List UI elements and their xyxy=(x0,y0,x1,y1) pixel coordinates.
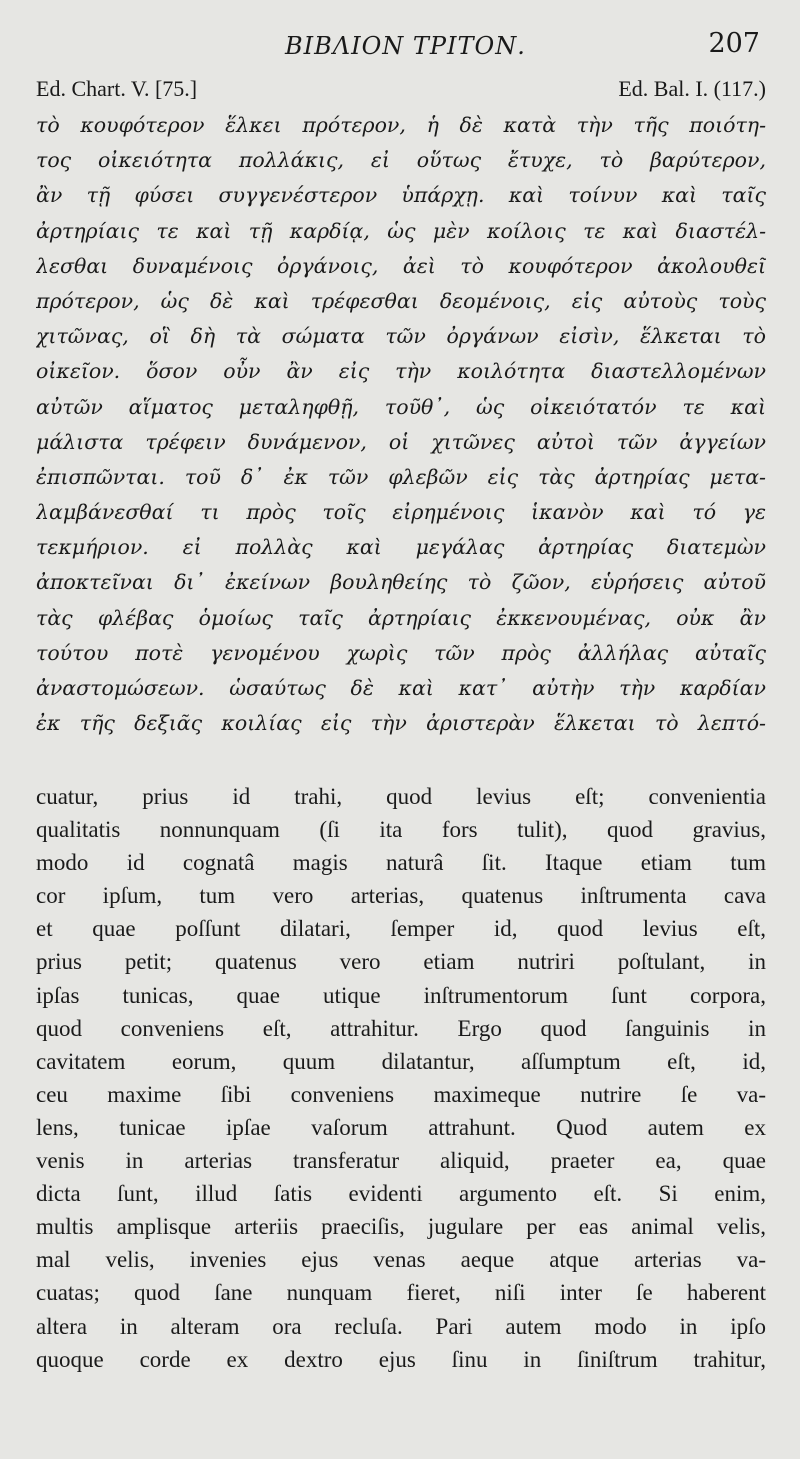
page-number: 207 xyxy=(708,28,760,59)
latin-line: prius petit; quatenus vero etiam nutriri poſtulant, in xyxy=(36,949,766,975)
latin-line: quod conveniens eſt, attrahitur. Ergo quod ſanguinis in xyxy=(36,1015,766,1041)
latin-line: modo id cognatâ magis naturâ ſit. Itaque etiam tum xyxy=(36,850,766,876)
latin-line: cuatas; quod ſane nunquam fieret, niſi inter ſe haberent xyxy=(36,1280,766,1306)
latin-line: cor ipſum, tum vero arterias, quatenus inſtrumenta cava xyxy=(36,883,766,909)
latin-line: quoque corde ex dextro ejus ſinu in ſiniſtrum trahitur, xyxy=(36,1346,766,1372)
greek-line: τούτου ποτὲ γενομένου χωρὶς τῶν πρὸς ἀλλήλας αὐταῖς xyxy=(36,640,766,665)
greek-line: πρότερον, ὡς δὲ καὶ τρέφεσθαι δεομένοις, εἰς αὐτοὺς τοὺς xyxy=(36,288,766,313)
latin-text-block xyxy=(36,780,766,1376)
latin-line: altera in alteram ora recluſa. Pari autem modo in ipſo xyxy=(36,1313,766,1339)
edition-references xyxy=(36,76,766,108)
latin-line: cavitatem eorum, quum dilatantur, aſſumptum eſt, id, xyxy=(36,1048,766,1074)
greek-line: τος οἰκειότητα πολλάκις, εἰ οὕτως ἔτυχε, τὸ βαρύτερον, xyxy=(36,148,766,173)
greek-line: αὐτῶν αἵματος μεταληφθῇ, τοῦθ᾽, ὡς οἰκειότατόν τε καὶ xyxy=(36,394,766,419)
greek-line: ἂν τῇ φύσει συγγενέστερον ὑπάρχῃ. καὶ τοίνυν καὶ ταῖς xyxy=(36,183,766,208)
greek-line: οἰκεῖον. ὅσον οὖν ἂν εἰς τὴν κοιλότητα διαστελλομένων xyxy=(36,359,766,384)
latin-line: mal velis, invenies ejus venas aeque atque arterias va- xyxy=(36,1247,766,1273)
greek-line: ἐκ τῆς δεξιᾶς κοιλίας εἰς τὴν ἀριστερὰν ἕλκεται τὸ λεπτό- xyxy=(36,711,766,736)
greek-line: τὸ κουφότερον ἕλκει πρότερον, ἡ δὲ κατὰ τὴν τῆς ποιότη- xyxy=(36,113,766,137)
latin-line: ceu maxime ſibi conveniens maximeque nutrire ſe va- xyxy=(36,1081,766,1107)
latin-line: lens, tunicae ipſae vaſorum attrahunt. Quod autem ex xyxy=(36,1114,766,1140)
greek-line: τεκμήριον. εἰ πολλὰς καὶ μεγάλας ἀρτηρίας διατεμὼν xyxy=(36,535,766,560)
edition-chart-reference: Ed. Chart. V. [75.] xyxy=(36,76,198,101)
running-title: ΒΙΒΛΙΟΝ ΤΡΙΤΟΝ. xyxy=(285,32,526,60)
greek-line: χιτῶνας, οἳ δὴ τὰ σώματα τῶν ὀργάνων εἰσὶν, ἕλκεται τὸ xyxy=(36,324,766,349)
latin-line: et quae poſſunt dilatari, ſemper id, quod levius eſt, xyxy=(36,916,766,942)
greek-line: μάλιστα τρέφειν δυνάμενον, οἱ χιτῶνες αὐτοὶ τῶν ἀγγείων xyxy=(36,429,766,454)
running-head xyxy=(0,28,800,68)
greek-line: λεσθαι δυναμένοις ὀργάνοις, ἀεὶ τὸ κουφότερον ἀκολουθεῖ xyxy=(36,253,766,278)
greek-line: ἀρτηρίαις τε καὶ τῇ καρδίᾳ, ὡς μὲν κοίλοις τε καὶ διαστέλ- xyxy=(36,218,766,243)
latin-line: ipſas tunicas, quae utique inſtrumentorum ſunt corpora, xyxy=(36,982,766,1008)
latin-line: cuatur, prius id trahi, quod levius eſt; convenientia xyxy=(36,784,766,809)
greek-line: ἀναστομώσεων. ὡσαύτως δὲ καὶ κατ᾽ αὐτὴν τὴν καρδίαν xyxy=(36,676,766,700)
latin-line: dicta ſunt, illud ſatis evidenti argumento eſt. Si enim, xyxy=(36,1181,766,1207)
greek-text-block xyxy=(36,108,766,741)
greek-line: λαμβάνεσθαί τι πρὸς τοῖς εἰρημένοις ἱκανὸν καὶ τό γε xyxy=(36,500,766,525)
greek-line: τὰς φλέβας ὁμοίως ταῖς ἀρτηρίαις ἐκκενουμένας, οὐκ ἂν xyxy=(36,605,766,630)
edition-bal-reference: Ed. Bal. I. (117.) xyxy=(618,76,766,101)
latin-line: qualitatis nonnunquam (ſi ita fors tulit), quod gravius, xyxy=(36,817,766,843)
greek-line: ἀποκτεῖναι δι᾽ ἐκείνων βουληθείης τὸ ζῶον, εὑρήσεις αὐτοῦ xyxy=(36,570,766,595)
latin-line: venis in arterias transferatur aliquid, praeter ea, quae xyxy=(36,1148,766,1174)
greek-line: ἐπισπῶνται. τοῦ δ᾽ ἐκ τῶν φλεβῶν εἰς τὰς ἀρτηρίας μετα- xyxy=(36,464,766,489)
latin-line: multis amplisque arteriis praeciſis, jugulare per eas animal velis, xyxy=(36,1214,766,1240)
